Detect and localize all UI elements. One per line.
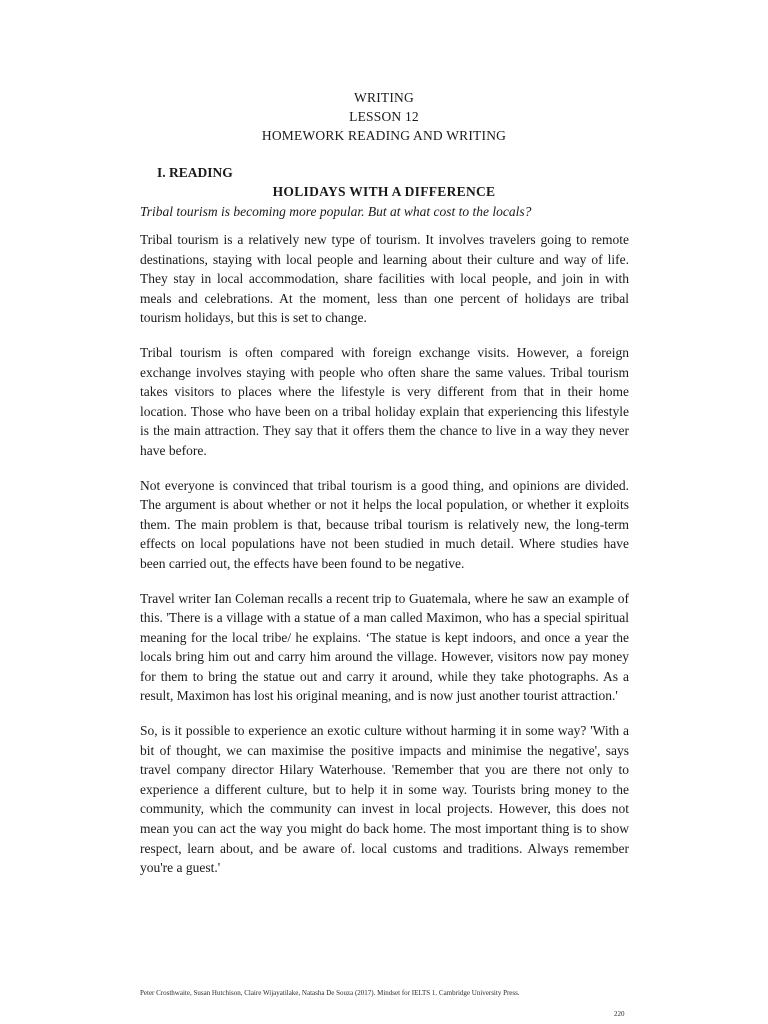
paragraph: Tribal tourism is often compared with foreign exchange visits. However, a foreign exchange involves staying with people who often share the same values. Tribal tourism takes visitors to places where the lifestyle is very different from that in their home location. Those who have been on a tribal holiday explain that experiencing this lifestyle is the main attraction. They say that it offers them the chance to live in a way they never have before. bbox=[140, 344, 629, 458]
header-writing: WRITING bbox=[354, 90, 414, 105]
article-title: HOLIDAYS WITH A DIFFERENCE bbox=[272, 184, 496, 199]
section-heading: I. READING bbox=[157, 165, 233, 180]
header-lesson: LESSON 12 bbox=[349, 109, 419, 124]
paragraph: Travel writer Ian Coleman recalls a recent trip to Guatemala, where he saw an example of this. 'There is a village with a statue of a man called Maximon, who has a special spiritual meaning for the local tribe/ he explains. ‘The statue is kept indoors, and once a year the locals bring him out and carry him around the village. However, visitors now pay money for them to bring the statue out and carry it around, while they take photographs. As a result, Maximon has lost his original meaning, and is now just another tourist attraction.' bbox=[140, 590, 629, 704]
document-header bbox=[0, 88, 768, 145]
paragraph: So, is it possible to experience an exotic culture without harming it in some way? 'With a bit of thought, we can maximise the positive impacts and minimise the negative', says travel company director Hilary Waterhouse. 'Remember that you are there not only to experience a different culture, but to help it in some way. Tourists bring money to the community, which the community can invest in local projects. However, this does not mean you can act the way you might do back home. The most important thing is to show respect, learn about, and be aware of. local customs and traditions. Always remember you're a guest.' bbox=[140, 723, 629, 876]
article-body bbox=[140, 230, 629, 893]
footer-citation: Peter Crosthwaite, Susan Hutchison, Claire Wijayatilake, Natasha De Souza (2017). Mindset for IELTS 1. Cambridge University Press. bbox=[140, 989, 520, 997]
paragraph: Not everyone is convinced that tribal tourism is a good thing, and opinions are divided. The argument is about whether or not it helps the local population, or whether it exploits them. The main problem is that, because tribal tourism is relatively new, the long-term effects on local populations have not been studied in much detail. Where studies have been carried out, the effects have been found to be negative. bbox=[140, 477, 629, 571]
page-number: 220 bbox=[614, 1010, 625, 1018]
header-homework: HOMEWORK READING AND WRITING bbox=[261, 128, 507, 143]
article-subtitle: Tribal tourism is becoming more popular. But at what cost to the locals? bbox=[140, 204, 532, 219]
paragraph: Tribal tourism is a relatively new type of tourism. It involves travelers going to remote destinations, staying with local people and learning about their culture and way of life. They stay in local accommodation, share facilities with local people, and join in with meals and celebrations. At the moment, less than one percent of holidays are tribal tourism holidays, but this is set to change. bbox=[140, 232, 629, 326]
